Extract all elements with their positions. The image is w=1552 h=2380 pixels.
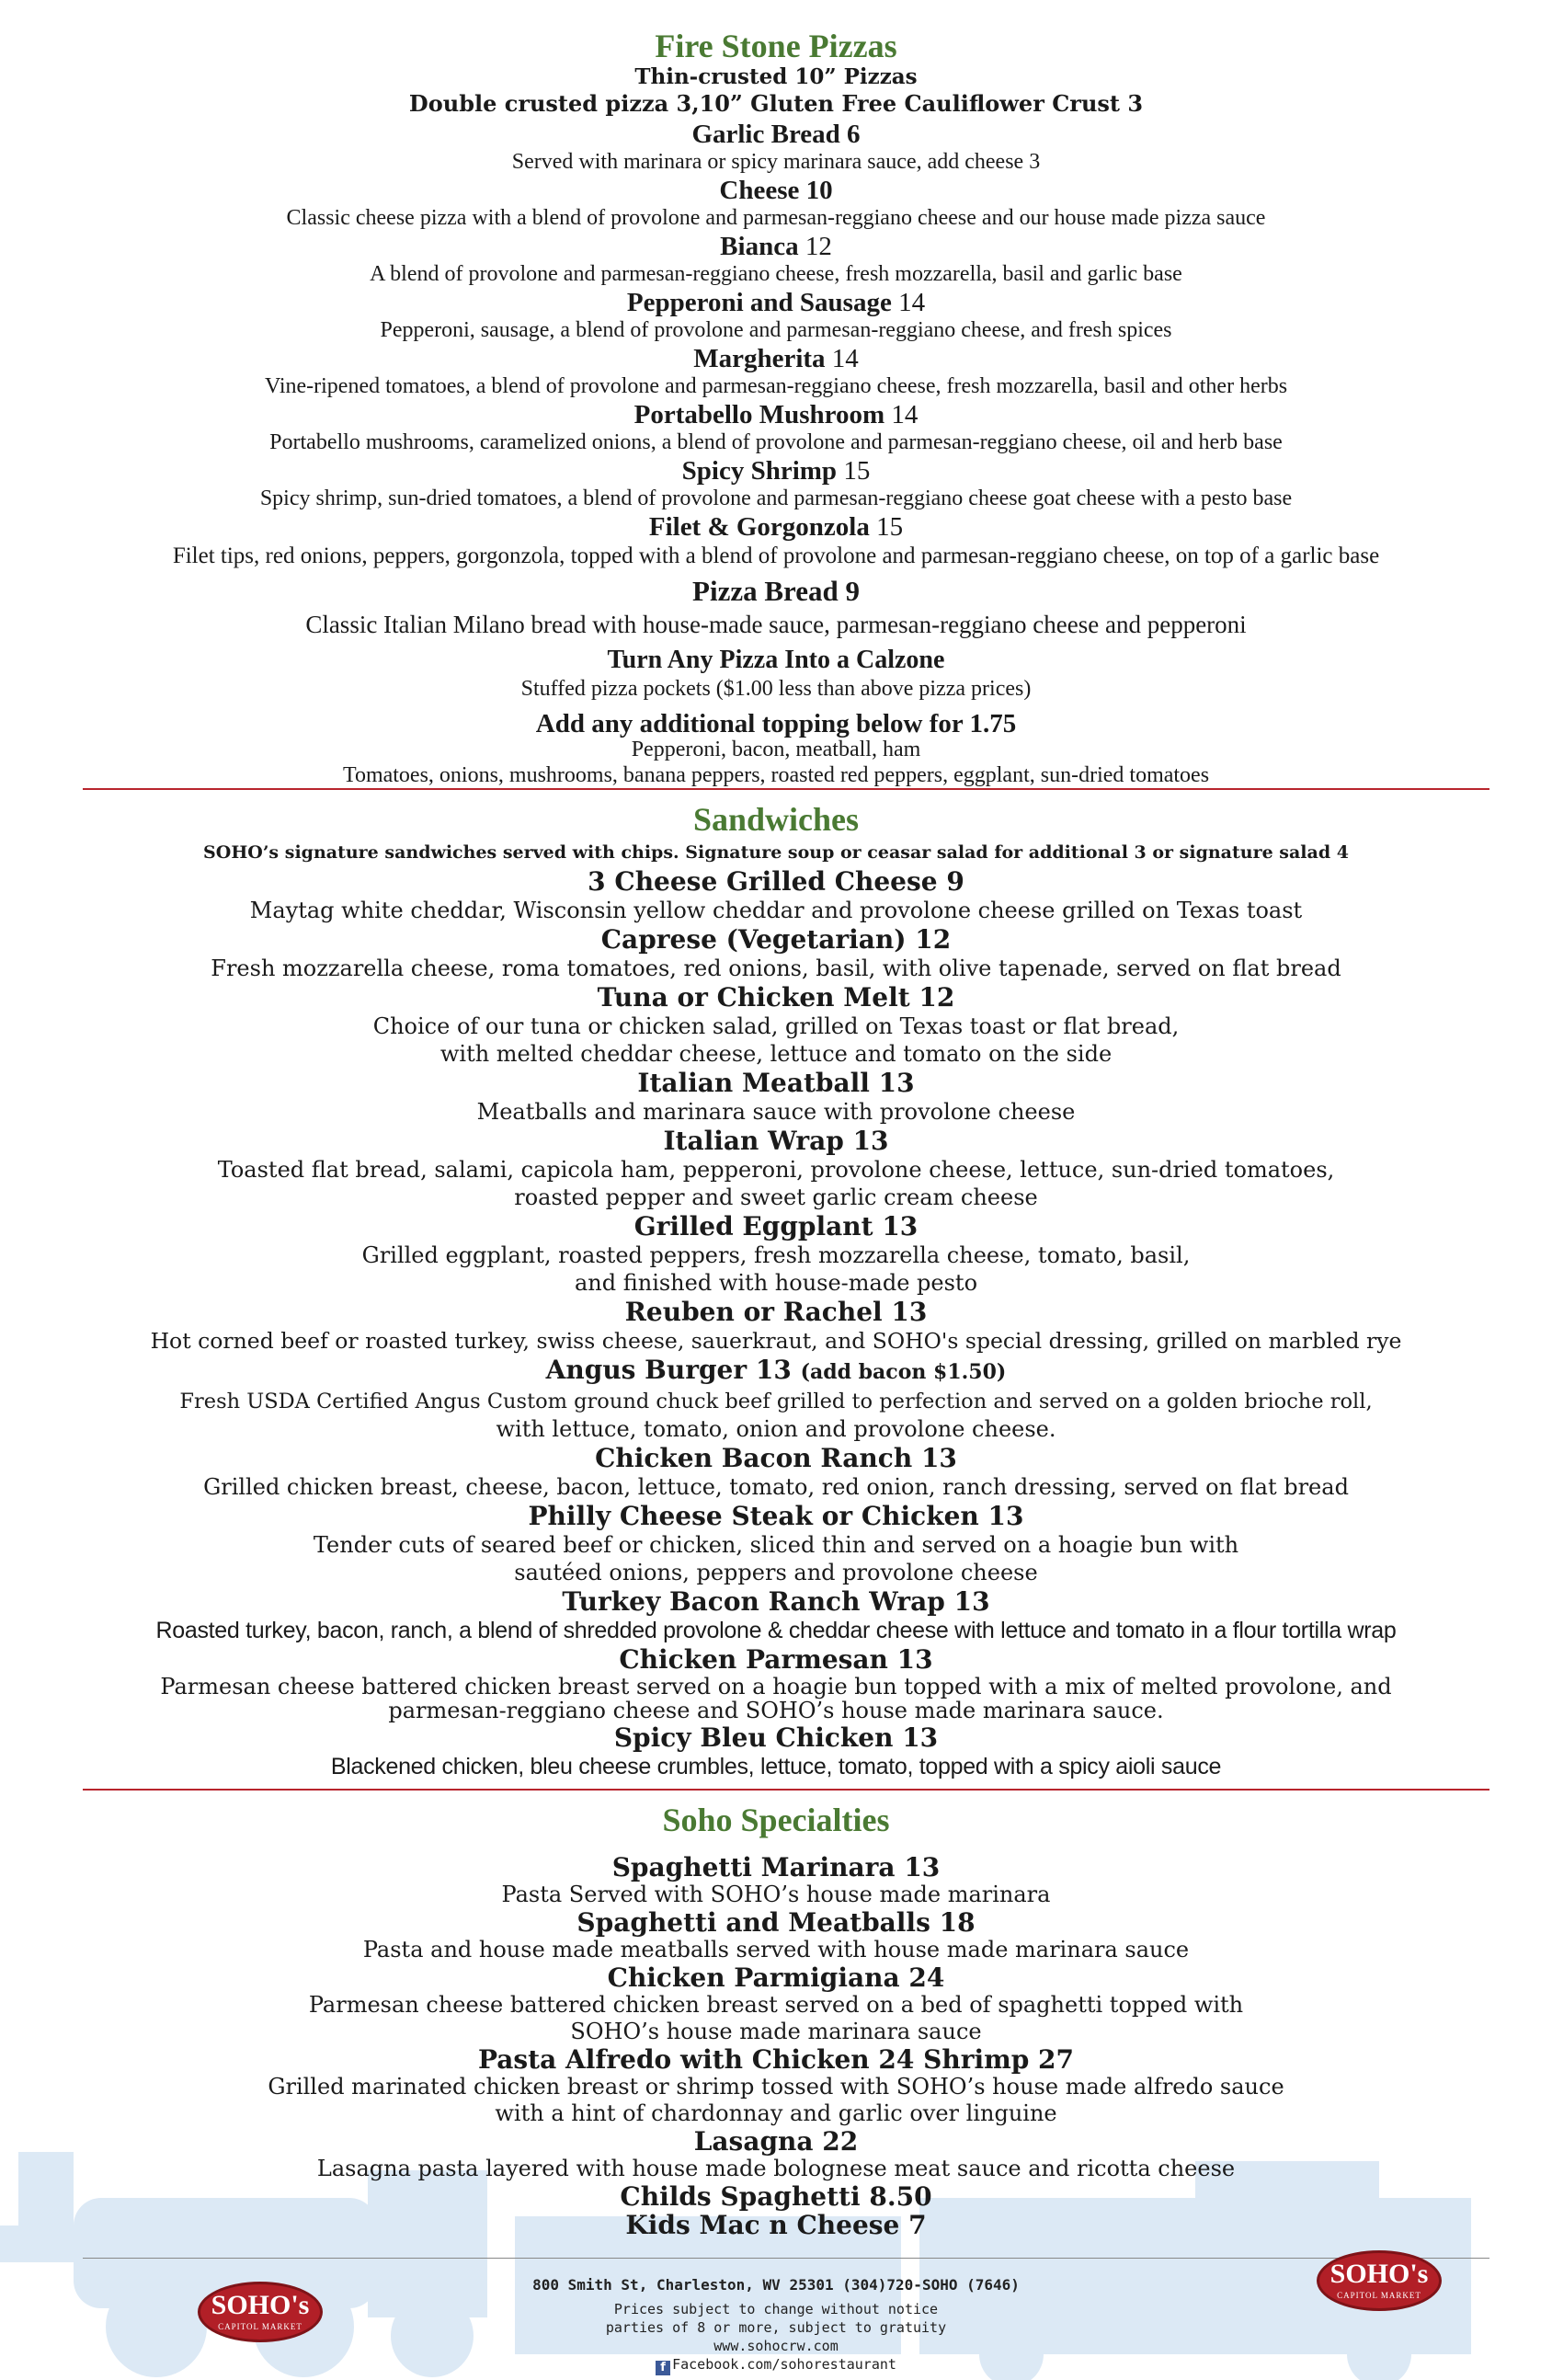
sandwich-item (0, 1068, 1552, 1126)
item-description: Pepperoni, sausage, a blend of provolone and parmesan-reggiano cheese, and fresh spices (380, 318, 1172, 342)
sandwich-item (0, 1586, 1552, 1644)
item-description: Fresh mozzarella cheese, roma tomatoes, red onions, basil, with olive tapenade, served on flat bread (211, 955, 1341, 981)
item-price: 18 (939, 1907, 976, 1938)
item-name-alt: Shrimp (923, 2044, 1030, 2075)
item-description: Toasted flat bread, salami, capicola ham, pepperoni, provolone cheese, lettuce, sun-dried tomatoes, (217, 1157, 1335, 1183)
item-description: with lettuce, tomato, onion and provolone cheese. (496, 1416, 1056, 1442)
specialty-item (0, 2211, 1552, 2239)
specialty-item (0, 1963, 1552, 2045)
item-description: Maytag white cheddar, Wisconsin yellow cheddar and provolone cheese grilled on Texas toast (249, 898, 1303, 923)
section-title-pizzas: Fire Stone Pizzas (655, 28, 897, 64)
item-price: 9 (946, 866, 964, 897)
sandwich-item (0, 924, 1552, 982)
item-price: 9 (845, 575, 860, 607)
item-name: Italian Meatball (637, 1068, 870, 1098)
item-name: Turn Any Pizza Into a Calzone (607, 646, 945, 674)
item-name: Tuna or Chicken Melt (597, 982, 910, 1013)
item-price: 12 (919, 982, 955, 1013)
soho-logo-left: SOHO's CAPITOL MARKET (198, 2282, 323, 2342)
item-price: 13 (953, 1586, 990, 1617)
fire-stone-section (0, 28, 1552, 789)
footer-info (460, 2276, 1092, 2375)
item-price: 22 (822, 2126, 859, 2157)
item-description: Hot corned beef or roasted turkey, swiss cheese, sauerkraut, and SOHO's special dressing, grilled on marbled rye (150, 1328, 1402, 1354)
section-title-specialties: Soho Specialties (662, 1802, 890, 1838)
topping-line-2: Tomatoes, onions, mushrooms, banana peppers, roasted red peppers, eggplant, sun-dried tomatoes (342, 763, 1210, 787)
item-description: SOHO’s house made marinara sauce (570, 2019, 982, 2044)
pizza-item (0, 232, 1552, 288)
pizza-item (0, 120, 1552, 176)
pizza-list (0, 120, 1552, 789)
sandwich-item (0, 1126, 1552, 1211)
facebook-icon: f (656, 2361, 670, 2375)
item-price: 7 (908, 2210, 927, 2240)
sandwich-item (0, 866, 1552, 924)
item-description: Lasagna pasta layered with house made bolognese meat sauce and ricotta cheese (316, 2156, 1236, 2181)
item-extra: (add bacon $1.50) (800, 1360, 1007, 1384)
item-price: 10 (805, 176, 833, 205)
section-divider (83, 788, 1489, 790)
item-price: 14 (831, 344, 859, 373)
item-description: Stuffed pizza pockets ($1.00 less than above pizza prices) (520, 677, 1032, 701)
specialty-item (0, 2045, 1552, 2127)
item-description: Served with marinara or spicy marinara sauce, add cheese 3 (511, 150, 1041, 174)
item-description: Meatballs and marinara sauce with provolone cheese (476, 1099, 1076, 1125)
item-name: Angus Burger (545, 1355, 747, 1385)
sandwich-item (0, 1355, 1552, 1443)
sandwich-list (0, 866, 1552, 1780)
item-description: Fresh USDA Certified Angus Custom ground chuck beef grilled to perfection and served on a golden brioche roll, (179, 1390, 1373, 1413)
item-price: 13 (755, 1355, 792, 1385)
pizza-item (0, 575, 1552, 641)
footer-website-link[interactable]: www.sohocrw.com (713, 2338, 839, 2354)
item-price: 13 (882, 1211, 919, 1241)
sandwich-item (0, 1501, 1552, 1586)
item-name: 3 Cheese Grilled Cheese (588, 866, 938, 897)
item-description: Vine-ripened tomatoes, a blend of provolone and parmesan-reggiano cheese, fresh mozzarella, basil and other herbs (264, 374, 1288, 398)
specialties-section (0, 1800, 1552, 2239)
item-name: Pasta Alfredo with Chicken (477, 2044, 870, 2075)
item-name: Grilled Eggplant (633, 1211, 873, 1241)
soho-logo-right: SOHO's CAPITOL MARKET (1317, 2250, 1442, 2311)
topping-block (0, 710, 1552, 789)
pizza-item (0, 344, 1552, 400)
item-description: Grilled marinated chicken breast or shrimp tossed with SOHO’s house made alfredo sauce (268, 2074, 1284, 2100)
item-name: Reuben or Rachel (624, 1297, 883, 1327)
item-price: 14 (891, 400, 919, 429)
specialty-item (0, 1908, 1552, 1963)
item-price: 13 (852, 1126, 889, 1156)
item-description: sautéed onions, peppers and provolone cheese (514, 1560, 1038, 1585)
pizza-subtitle-thin: Thin-crusted 10” Pizzas (634, 64, 918, 89)
specialty-item (0, 2182, 1552, 2211)
footer-divider (83, 2258, 1489, 2259)
item-description: Parmesan cheese battered chicken breast served on a hoagie bun topped with a mix of melted provolone, and (160, 1674, 1392, 1699)
item-description: Spicy shrimp, sun-dried tomatoes, a blend of provolone and parmesan-reggiano cheese goat cheese with a pesto base (259, 486, 1293, 510)
item-description: Classic cheese pizza with a blend of provolone and parmesan-reggiano cheese and our house made pizza sauce (286, 206, 1266, 230)
item-description: A blend of provolone and parmesan-reggiano cheese, fresh mozzarella, basil and garlic base (370, 262, 1182, 286)
item-price: 13 (987, 1501, 1024, 1531)
item-price: 13 (891, 1297, 928, 1327)
footer (0, 2259, 1552, 2380)
item-name: Spicy Shrimp (681, 456, 838, 486)
sandwich-subtitle: SOHO’s signature sandwiches served with chips. Signature soup or ceasar salad for additional 3 or signature salad 4 (203, 842, 1349, 863)
item-price: 15 (876, 512, 904, 542)
specialty-item (0, 2127, 1552, 2182)
item-price: 12 (805, 232, 832, 261)
item-name: Chicken Bacon Ranch (595, 1443, 913, 1473)
sandwich-item (0, 1211, 1552, 1297)
item-price: 24 (908, 1962, 945, 1993)
pizza-item (0, 645, 1552, 703)
pizza-item (0, 288, 1552, 344)
item-price: 12 (915, 924, 952, 955)
item-name: Spaghetti and Meatballs (576, 1907, 930, 1938)
item-description: Grilled eggplant, roasted peppers, fresh mozzarella cheese, tomato, basil, (361, 1242, 1191, 1268)
item-name: Chicken Parmigiana (607, 1962, 900, 1993)
pizza-item (0, 512, 1552, 571)
item-name: Philly Cheese Steak or Chicken (528, 1501, 979, 1531)
pizza-subtitle-double: Double crusted pizza 3,10” Gluten Free Cauliflower Crust 3 (408, 90, 1144, 117)
item-name: Garlic Bread (691, 120, 840, 149)
item-name: Childs Spaghetti (620, 2181, 861, 2212)
item-description: Pasta and house made meatballs served with house made marinara sauce (362, 1937, 1190, 1962)
item-description: roasted pepper and sweet garlic cream cheese (514, 1184, 1038, 1210)
footer-facebook[interactable] (460, 2355, 1092, 2375)
item-price-alt: 27 (1038, 2044, 1075, 2075)
footer-address: 800 Smith St, Charleston, WV 25301 (304)720-SOHO (7646) (532, 2276, 1020, 2294)
item-description: Choice of our tuna or chicken salad, grilled on Texas toast or flat bread, (372, 1013, 1180, 1039)
item-description: Filet tips, red onions, peppers, gorgonzola, topped with a blend of provolone and parmesan-reggiano cheese, on top of a garlic base (172, 544, 1380, 568)
item-name: Filet & Gorgonzola (648, 512, 870, 542)
sandwich-item (0, 1443, 1552, 1501)
footer-gratuity-note: parties of 8 or more, subject to gratuity (605, 2319, 947, 2336)
item-description: Classic Italian Milano bread with house-made sauce, parmesan-reggiano cheese and pepperoni (305, 611, 1247, 638)
sandwich-item (0, 1722, 1552, 1780)
item-description: Portabello mushrooms, caramelized onions, a blend of provolone and parmesan-reggiano cheese, oil and herb base (269, 430, 1283, 454)
facebook-link[interactable]: Facebook.com/sohorestaurant (672, 2356, 896, 2373)
item-price: 13 (878, 1068, 915, 1098)
topping-title: Add any additional topping below for 1.75 (535, 709, 1017, 738)
section-divider (83, 1789, 1489, 1791)
item-name: Pizza Bread (692, 575, 839, 607)
item-name: Lasagna (693, 2126, 814, 2157)
item-price: 13 (896, 1644, 933, 1675)
item-name: Italian Wrap (663, 1126, 844, 1156)
item-name: Portabello Mushroom (633, 400, 885, 429)
item-price: 6 (847, 120, 861, 149)
specialty-item (0, 1853, 1552, 1908)
item-price: 15 (843, 456, 871, 486)
item-name: Cheese (719, 176, 800, 205)
item-description: Grilled chicken breast, cheese, bacon, lettuce, tomato, red onion, ranch dressing, served on flat bread (203, 1474, 1349, 1500)
footer-prices-note: Prices subject to change without notice (613, 2301, 939, 2317)
sandwich-item (0, 1297, 1552, 1355)
item-name: Caprese (Vegetarian) (600, 924, 907, 955)
item-description: Roasted turkey, bacon, ranch, a blend of shredded provolone & cheddar cheese with lettuce and tomato in a flour tortilla wrap (155, 1618, 1397, 1643)
item-description: Parmesan cheese battered chicken breast served on a bed of spaghetti topped with (308, 1992, 1244, 2018)
item-price: 13 (904, 1852, 941, 1882)
specialties-list (0, 1853, 1552, 2239)
pizza-item (0, 400, 1552, 456)
item-name: Kids Mac n Cheese (625, 2210, 900, 2240)
sandwiches-section (0, 800, 1552, 1780)
item-name: Spaghetti Marinara (611, 1852, 896, 1882)
item-description: Blackened chicken, bleu cheese crumbles, lettuce, tomato, topped with a spicy aioli sauce (330, 1754, 1222, 1779)
item-name: Chicken Parmesan (619, 1644, 888, 1675)
item-name: Spicy Bleu Chicken (613, 1722, 894, 1753)
pizza-item (0, 456, 1552, 512)
item-price: 13 (920, 1443, 957, 1473)
topping-line-1: Pepperoni, bacon, meatball, ham (631, 738, 921, 761)
item-price: 14 (898, 288, 926, 317)
sandwich-item (0, 982, 1552, 1068)
item-name: Bianca (720, 232, 799, 261)
pizza-item (0, 176, 1552, 232)
item-name: Margherita (693, 344, 826, 373)
item-description: parmesan-reggiano cheese and SOHO’s house made marinara sauce. (388, 1698, 1164, 1723)
item-description: Pasta Served with SOHO’s house made marinara (501, 1882, 1051, 1907)
item-name: Turkey Bacon Ranch Wrap (562, 1586, 945, 1617)
item-price: 13 (902, 1722, 939, 1753)
item-description: with a hint of chardonnay and garlic over linguine (495, 2100, 1057, 2126)
item-description: with melted cheddar cheese, lettuce and tomato on the side (439, 1041, 1113, 1067)
sandwich-item (0, 1644, 1552, 1722)
item-name: Pepperoni and Sausage (626, 288, 892, 317)
item-description: Tender cuts of seared beef or chicken, sliced thin and served on a hoagie bun with (313, 1532, 1239, 1558)
section-title-sandwiches: Sandwiches (692, 801, 860, 838)
item-description: and finished with house-made pesto (574, 1270, 978, 1296)
item-price: 8.50 (869, 2181, 932, 2212)
item-price: 24 (878, 2044, 915, 2075)
